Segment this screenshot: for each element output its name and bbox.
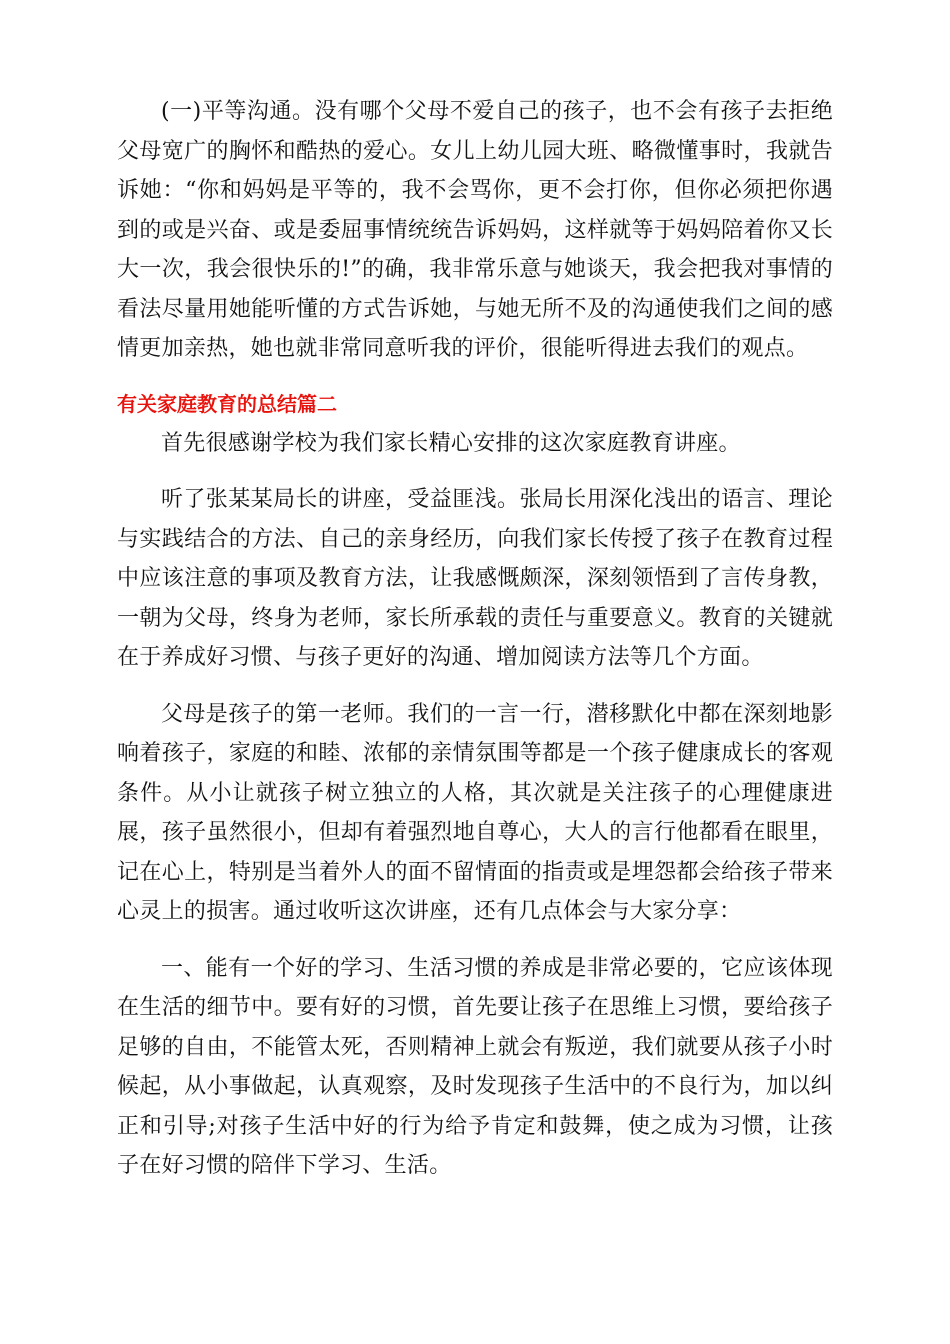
paragraph-parents-first-teacher: 父母是孩子的第一老师。我们的一言一行，潜移默化中都在深刻地影响着孩子，家庭的和睦、浓郁的亲情氛围等都是一个孩子健康成长的客观条件。从小让就孩子树立独立的人格，其次就是关注孩子的心理健康进展，孩子虽然很小，但却有着强烈地自尊心，大人的言行他都看在眼里，记在心上，特别是当着外人的面不留情面的指责或是埋怨都会给孩子带来心灵上的损害。通过收听这次讲座，还有几点体会与大家分享： xyxy=(117,701,833,924)
document-body xyxy=(117,92,833,1186)
paragraph-equal-communication: (一)平等沟通。没有哪个父母不爱自己的孩子，也不会有孩子去拒绝父母宽广的胸怀和酷热的爱心。女儿上幼儿园大班、略微懂事时，我就告诉她：“你和妈妈是平等的，我不会骂你，更不会打你，但你必须把你遇到的或是兴奋、或是委屈事情统统告诉妈妈，这样就等于妈妈陪着你又长大一次，我会很快乐的!”的确，我非常乐意与她谈天，我会把我对事情的看法尽量用她能听懂的方式告诉她，与她无所不及的沟通使我们之间的感情更加亲热，她也就非常同意听我的评价，很能听得进去我们的观点。 xyxy=(117,99,833,361)
paragraph-thanks: 首先很感谢学校为我们家长精心安排的这次家庭教育讲座。 xyxy=(161,430,741,456)
paragraph-lecture-reflection: 听了张某某局长的讲座，受益匪浅。张局长用深化浅出的语言、理论与实践结合的方法、自己的亲身经历，向我们家长传授了孩子在教育过程中应该注意的事项及教育方法，让我感慨颇深，深刻领悟到了言传身教，一朝为父母，终身为老师，家长所承载的责任与重要意义。教育的关键就在于养成好习惯、与孩子更好的沟通、增加阅读方法等几个方面。 xyxy=(117,487,833,670)
paragraph-good-habits: 一、能有一个好的学习、生活习惯的养成是非常必要的，它应该体现在生活的细节中。要有好的习惯，首先要让孩子在思维上习惯，要给孩子足够的自由，不能管太死，否则精神上就会有叛逆，我们就要从孩子小时候起，从小事做起，认真观察，及时发现孩子生活中的不良行为，加以纠正和引导;对孩子生活中好的行为给予肯定和鼓舞，使之成为习惯，让孩子在好习惯的陪伴下学习、生活。 xyxy=(117,955,833,1178)
section-heading: 有关家庭教育的总结篇二 xyxy=(117,391,337,416)
